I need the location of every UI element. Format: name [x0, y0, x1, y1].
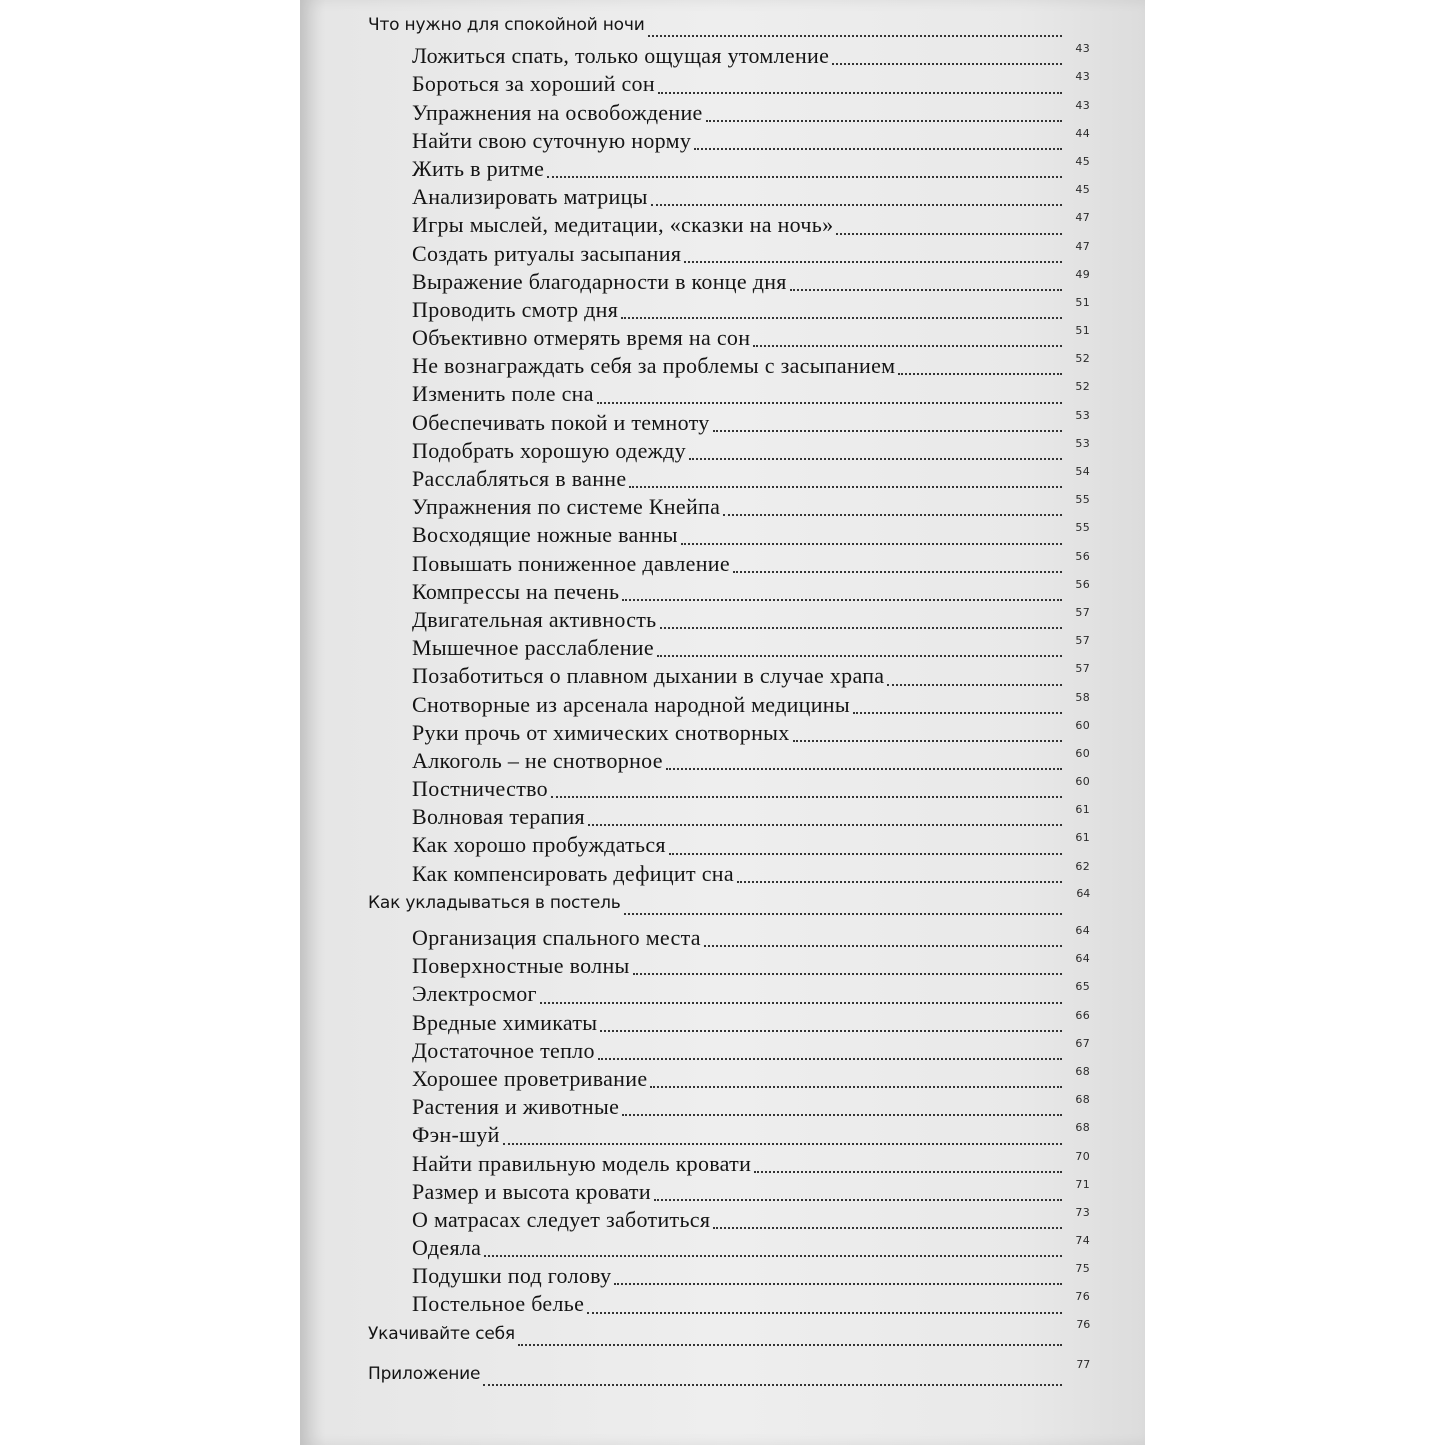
- toc-subsection: [368, 804, 1090, 832]
- toc-page-number: 60: [1075, 718, 1090, 732]
- toc-subsection: [368, 748, 1090, 776]
- dot-leader: [793, 740, 1062, 742]
- toc-page-number: 49: [1075, 267, 1090, 281]
- toc-page-number: 70: [1075, 1149, 1090, 1163]
- toc-entry-title: Как укладываться в постель: [368, 892, 621, 913]
- toc-subsection: [368, 410, 1090, 438]
- toc-subsection: [368, 692, 1090, 720]
- toc-page-number: 64: [1076, 886, 1090, 900]
- dot-leader: [547, 176, 1062, 178]
- dot-leader: [898, 373, 1062, 375]
- toc-subsection: [368, 720, 1090, 748]
- table-of-contents: [368, 15, 1090, 1392]
- toc-page-number: 43: [1075, 42, 1090, 56]
- toc-subsection: [368, 579, 1090, 607]
- toc-entry-title: Хорошее проветривание: [412, 1065, 648, 1091]
- toc-page-number: 62: [1075, 859, 1090, 873]
- toc-section: [368, 1317, 1090, 1352]
- toc-page-number: 45: [1075, 183, 1090, 197]
- toc-subsection: [368, 71, 1090, 99]
- dot-leader: [621, 317, 1062, 319]
- toc-entry-title: Вредные химикаты: [412, 1009, 598, 1035]
- toc-subsection: [368, 438, 1090, 466]
- toc-subsection: [368, 1010, 1090, 1038]
- toc-entry-title: Расслабляться в ванне: [412, 466, 627, 491]
- toc-page-number: 57: [1075, 662, 1090, 676]
- toc-entry-title: Растения и животные: [412, 1094, 620, 1120]
- dot-leader: [551, 796, 1062, 798]
- toc-subsection: [368, 607, 1090, 635]
- toc-subsection: [368, 325, 1090, 353]
- dot-leader: [650, 1086, 1062, 1088]
- toc-subsection: [368, 1207, 1090, 1235]
- dot-leader: [597, 402, 1062, 404]
- toc-entry-title: Объективно отмерять время на сон: [412, 325, 751, 351]
- dot-leader: [588, 824, 1062, 826]
- toc-entry-title: Постельное белье: [412, 1291, 585, 1317]
- toc-entry-title: Ложиться спать, только ощущая утомление: [412, 43, 830, 69]
- toc-page-number: 55: [1075, 493, 1090, 507]
- toc-entry-title: Выражение благодарности в конце дня: [412, 268, 787, 294]
- toc-subsection: [368, 1291, 1090, 1319]
- toc-subsection: [368, 1066, 1090, 1094]
- toc-entry-title: Что нужно для спокойной ночи: [368, 15, 645, 35]
- toc-subsection: [368, 832, 1090, 860]
- dot-leader: [587, 1312, 1062, 1314]
- toc-entry-title: Компрессы на печень: [412, 578, 620, 604]
- dot-leader: [853, 712, 1062, 714]
- dot-leader: [657, 655, 1062, 657]
- toc-page-number: 67: [1075, 1036, 1090, 1050]
- toc-page-number: 68: [1075, 1093, 1090, 1107]
- dot-leader: [484, 1255, 1062, 1257]
- toc-page-number: 57: [1075, 605, 1090, 619]
- dot-leader: [503, 1143, 1062, 1145]
- toc-page-number: 60: [1075, 775, 1090, 789]
- toc-subsection: [368, 128, 1090, 156]
- toc-page-number: 76: [1076, 1317, 1090, 1331]
- toc-page-number: 56: [1075, 549, 1090, 563]
- toc-subsection: [368, 156, 1090, 184]
- toc-subsection: [368, 1179, 1090, 1207]
- dot-leader: [624, 913, 1062, 915]
- toc-entry-title: Обеспечивать покой и темноту: [412, 409, 710, 435]
- dot-leader: [600, 1030, 1062, 1032]
- dot-leader: [651, 204, 1062, 206]
- toc-entry-title: Размер и высота кровати: [412, 1178, 651, 1204]
- toc-subsection: [368, 269, 1090, 297]
- dot-leader: [723, 514, 1062, 516]
- toc-page-number: 51: [1075, 324, 1090, 338]
- dot-leader: [713, 1227, 1062, 1229]
- toc-entry-title: Позаботиться о плавном дыхании в случае храпа: [412, 663, 885, 689]
- dot-leader: [483, 1384, 1062, 1386]
- toc-page-number: 75: [1075, 1262, 1090, 1276]
- dot-leader: [518, 1344, 1062, 1346]
- toc-subsection: [368, 212, 1090, 240]
- toc-entry-title: Алкоголь – не снотворное: [412, 747, 663, 773]
- toc-entry-title: Изменить поле сна: [412, 381, 594, 407]
- dot-leader: [660, 627, 1062, 629]
- toc-entry-title: Как компенсировать дефицит сна: [412, 860, 734, 886]
- toc-entry-title: Повышать пониженное давление: [412, 550, 730, 576]
- toc-page-number: 52: [1075, 352, 1090, 366]
- toc-subsection: [368, 925, 1090, 953]
- toc-page-number: 55: [1075, 521, 1090, 535]
- toc-subsection: [368, 953, 1090, 981]
- dot-leader: [681, 543, 1062, 545]
- toc-page-number: 45: [1075, 154, 1090, 168]
- toc-page-number: 58: [1075, 690, 1090, 704]
- toc-entry-title: Снотворные из арсенала народной медицины: [412, 691, 850, 717]
- toc-section: [368, 15, 1090, 43]
- toc-subsection: [368, 635, 1090, 663]
- dot-leader: [622, 599, 1062, 601]
- toc-page-number: 47: [1075, 239, 1090, 253]
- toc-page-number: 64: [1075, 924, 1090, 937]
- toc-entry-title: Подушки под голову: [412, 1263, 612, 1289]
- toc-page-number: 65: [1075, 980, 1090, 994]
- toc-entry-title: Двигательная активность: [412, 606, 657, 632]
- toc-entry-title: Найти свою суточную норму: [412, 127, 692, 153]
- dot-leader: [540, 1002, 1062, 1004]
- toc-page-number: 53: [1075, 436, 1090, 450]
- toc-page-number: 57: [1075, 634, 1090, 648]
- toc-entry-title: Электросмог: [412, 981, 537, 1007]
- dot-leader: [733, 571, 1062, 573]
- toc-entry-title: Организация спального места: [412, 925, 701, 950]
- toc-entry-title: Одеяла: [412, 1235, 482, 1261]
- toc-page-number: 61: [1075, 803, 1090, 817]
- toc-entry-title: Бороться за хороший сон: [412, 71, 655, 97]
- toc-page-number: 43: [1075, 98, 1090, 112]
- toc-section: [368, 1357, 1090, 1392]
- dot-leader: [737, 881, 1062, 883]
- toc-page-number: 73: [1075, 1205, 1090, 1219]
- toc-subsection: [368, 43, 1090, 71]
- toc-subsection: [368, 981, 1090, 1009]
- dot-leader: [633, 973, 1062, 975]
- toc-subsection: [368, 551, 1090, 579]
- toc-page-number: 68: [1075, 1064, 1090, 1078]
- toc-subsection: [368, 100, 1090, 128]
- toc-entry-title: Восходящие ножные ванны: [412, 522, 678, 548]
- toc-page-number: 71: [1075, 1177, 1090, 1191]
- toc-entry-title: Создать ритуалы засыпания: [412, 240, 682, 266]
- dot-leader: [669, 853, 1062, 855]
- dot-leader: [684, 261, 1062, 263]
- toc-entry-title: Жить в ритме: [412, 155, 545, 181]
- dot-leader: [614, 1283, 1062, 1285]
- toc-subsection: [368, 494, 1090, 522]
- toc-entry-title: О матрасах следует заботиться: [412, 1206, 711, 1232]
- toc-subsection: [368, 1235, 1090, 1263]
- toc-subsection: [368, 466, 1090, 494]
- toc-page-number: 76: [1075, 1290, 1090, 1304]
- dot-leader: [666, 768, 1062, 770]
- toc-entry-title: Волновая терапия: [412, 804, 585, 830]
- toc-entry-title: Достаточное тепло: [412, 1037, 595, 1063]
- toc-page-number: 43: [1075, 70, 1090, 84]
- toc-subsection: [368, 184, 1090, 212]
- toc-page-number: 60: [1075, 746, 1090, 760]
- toc-page-number: 61: [1075, 831, 1090, 845]
- toc-entry-title: Постничество: [412, 776, 548, 802]
- toc-entry-title: Не вознаграждать себя за проблемы с засыпанием: [412, 353, 896, 379]
- toc-section: [368, 886, 1090, 921]
- dot-leader: [790, 289, 1062, 291]
- toc-entry-title: Фэн-шуй: [412, 1122, 500, 1148]
- toc-page-number: 56: [1075, 577, 1090, 591]
- toc-subsection: [368, 663, 1090, 691]
- toc-entry-title: Мышечное расслабление: [412, 635, 654, 661]
- dot-leader: [706, 120, 1062, 122]
- toc-entry-title: Руки прочь от химических снотворных: [412, 719, 790, 745]
- dot-leader: [887, 684, 1062, 686]
- toc-entry-title: Упражнения на освобождение: [412, 99, 703, 125]
- dot-leader: [689, 458, 1062, 460]
- dot-leader: [622, 1114, 1062, 1116]
- toc-subsection: [368, 1122, 1090, 1150]
- dot-leader: [658, 92, 1062, 94]
- toc-page-number: 66: [1075, 1008, 1090, 1022]
- toc-page-number: 64: [1075, 952, 1090, 966]
- dot-leader: [704, 945, 1062, 947]
- toc-entry-title: Приложение: [368, 1363, 481, 1384]
- toc-subsection: [368, 522, 1090, 550]
- dot-leader: [832, 63, 1062, 65]
- toc-subsection: [368, 1151, 1090, 1179]
- toc-subsection: [368, 776, 1090, 804]
- toc-entry-title: Поверхностные волны: [412, 953, 630, 979]
- toc-entry-title: Игры мыслей, медитации, «сказки на ночь»: [412, 212, 834, 238]
- dot-leader: [836, 233, 1062, 235]
- toc-entry-title: Анализировать матрицы: [412, 184, 648, 210]
- toc-subsection: [368, 241, 1090, 269]
- toc-page-number: 77: [1076, 1357, 1090, 1371]
- dot-leader: [648, 35, 1062, 37]
- toc-entry-title: Как хорошо пробуждаться: [412, 832, 666, 858]
- toc-entry-title: Проводить смотр дня: [412, 296, 619, 322]
- toc-page-number: 54: [1075, 465, 1090, 478]
- toc-page-number: 74: [1075, 1234, 1090, 1248]
- toc-page-number: 52: [1075, 380, 1090, 394]
- dot-leader: [713, 430, 1062, 432]
- toc-subsection: [368, 1038, 1090, 1066]
- dot-leader: [598, 1058, 1062, 1060]
- toc-page-number: 51: [1075, 295, 1090, 309]
- toc-page-number: 47: [1075, 211, 1090, 225]
- toc-entry-title: Укачивайте себя: [368, 1323, 515, 1344]
- toc-subsection: [368, 1263, 1090, 1291]
- toc-entry-title: Подобрать хорошую одежду: [412, 437, 686, 463]
- toc-subsection: [368, 1094, 1090, 1122]
- toc-subsection: [368, 861, 1090, 889]
- dot-leader: [629, 486, 1062, 488]
- toc-subsection: [368, 353, 1090, 381]
- toc-subsection: [368, 381, 1090, 409]
- dot-leader: [754, 1171, 1062, 1173]
- dot-leader: [694, 148, 1062, 150]
- toc-page-number: 68: [1075, 1121, 1090, 1135]
- toc-subsection: [368, 297, 1090, 325]
- dot-leader: [753, 345, 1062, 347]
- toc-page-number: 53: [1075, 408, 1090, 422]
- toc-page-number: 44: [1075, 126, 1090, 140]
- toc-entry-title: Упражнения по системе Кнейпа: [412, 494, 721, 520]
- toc-entry-title: Найти правильную модель кровати: [412, 1150, 752, 1176]
- dot-leader: [654, 1199, 1062, 1201]
